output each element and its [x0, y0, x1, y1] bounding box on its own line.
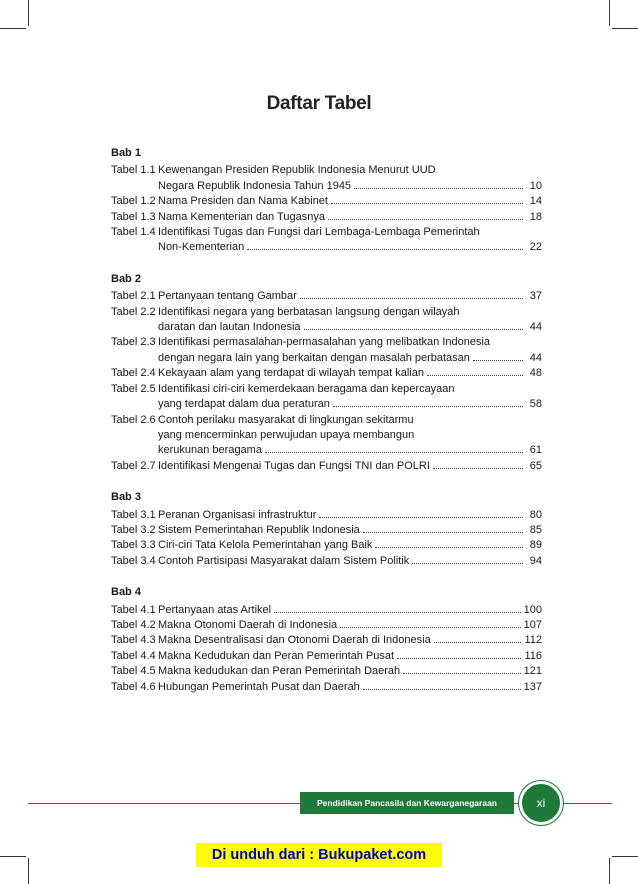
- toc-entry[interactable]: [111, 163, 542, 194]
- toc-entry[interactable]: [111, 459, 542, 474]
- leader-dots: [265, 443, 523, 453]
- table-number: Tabel 2.2: [111, 305, 156, 318]
- page-ref: 94: [529, 554, 542, 567]
- page-ref: 112: [524, 634, 542, 647]
- page-ref: 85: [529, 523, 542, 536]
- leader-dots: [331, 194, 523, 204]
- table-number: Tabel 3.4: [111, 554, 156, 567]
- leader-dots: [375, 538, 523, 548]
- toc-section: [111, 146, 542, 256]
- table-title: Makna kedudukan dan Peran Pemerintah Daerah: [158, 665, 401, 678]
- page-ref: 121: [523, 665, 542, 678]
- crop-mark: [609, 858, 610, 884]
- page-number: xi: [519, 781, 563, 825]
- leader-dots: [328, 210, 523, 220]
- leader-dots: [412, 554, 523, 564]
- leader-dots: [363, 523, 523, 533]
- page-ref: 14: [529, 195, 542, 208]
- toc-section: [111, 272, 542, 474]
- table-title: Ciri-ciri Tata Kelola Pemerintahan yang Baik: [158, 539, 373, 552]
- toc-entry[interactable]: [111, 225, 542, 256]
- table-title: Makna Otonomi Daerah di Indonesia: [158, 618, 338, 631]
- toc-entry[interactable]: [111, 508, 542, 523]
- page-ref: 89: [529, 539, 542, 552]
- leader-dots: [354, 179, 523, 189]
- leader-dots: [434, 633, 522, 643]
- page-ref: 18: [529, 210, 542, 223]
- toc-entry[interactable]: [111, 603, 542, 618]
- toc-entry[interactable]: [111, 289, 542, 304]
- crop-mark: [0, 856, 26, 857]
- section-heading: Bab 3: [111, 491, 141, 504]
- page-ref: 58: [529, 398, 542, 411]
- table-number: Tabel 2.3: [111, 336, 156, 349]
- page-ref: 37: [529, 290, 542, 303]
- section-heading: Bab 2: [111, 272, 141, 285]
- toc-entry[interactable]: [111, 618, 542, 633]
- table-title: Pertanyaan tentang Gambar: [158, 290, 297, 303]
- crop-mark: [28, 0, 29, 26]
- crop-mark: [612, 856, 638, 857]
- table-title: Non-Kementerian: [158, 241, 245, 254]
- toc-entry[interactable]: [111, 664, 542, 679]
- leader-dots: [433, 459, 523, 469]
- page-ref: 44: [529, 321, 542, 334]
- table-number: Tabel 2.4: [111, 367, 156, 380]
- leader-dots: [274, 603, 521, 613]
- table-of-contents: [111, 146, 542, 711]
- table-number: Tabel 4.3: [111, 634, 156, 647]
- table-title: Pertanyaan atas Artikel: [158, 603, 272, 616]
- toc-entry[interactable]: [111, 305, 542, 336]
- table-number: Tabel 4.1: [111, 603, 156, 616]
- toc-entry[interactable]: [111, 633, 542, 648]
- toc-entry[interactable]: [111, 194, 542, 209]
- crop-mark: [609, 0, 610, 26]
- crop-mark: [612, 28, 638, 29]
- leader-dots: [340, 618, 520, 628]
- leader-dots: [247, 240, 523, 250]
- leader-dots: [473, 351, 523, 361]
- table-title: Kekayaan alam yang terdapat di wilayah tempat kalian: [158, 367, 424, 380]
- table-title: Identifikasi negara yang berbatasan langsung dengan wilayah: [158, 305, 460, 318]
- table-title: Identifikasi ciri-ciri kemerdekaan beragama dan kepercayaan: [158, 382, 455, 395]
- toc-entry[interactable]: [111, 366, 542, 381]
- page-ref: 100: [523, 603, 542, 616]
- table-title: Contoh Partisipasi Masyarakat dalam Sistem Politik: [158, 554, 410, 567]
- page-title: Daftar Tabel: [266, 93, 372, 114]
- leader-dots: [397, 649, 521, 659]
- toc-entry[interactable]: [111, 335, 542, 366]
- table-title: yang mencerminkan perwujudan upaya membangun: [158, 428, 415, 441]
- table-number: Tabel 3.3: [111, 539, 156, 552]
- table-number: Tabel 2.5: [111, 382, 156, 395]
- section-heading: Bab 4: [111, 586, 141, 599]
- toc-entry[interactable]: [111, 413, 542, 459]
- leader-dots: [304, 320, 523, 330]
- table-title: Makna Desentralisasi dan Otonomi Daerah di Indonesia: [158, 634, 431, 647]
- page-ref: 10: [529, 179, 542, 192]
- page-ref: 48: [529, 367, 542, 380]
- page-ref: 80: [529, 508, 542, 521]
- page-ref: 116: [524, 649, 542, 662]
- table-number: Tabel 1.4: [111, 226, 156, 239]
- toc-section: [111, 490, 542, 569]
- download-banner[interactable]: Di unduh dari : Bukupaket.com: [196, 843, 442, 867]
- leader-dots: [427, 366, 523, 376]
- table-number: Tabel 1.3: [111, 210, 156, 223]
- page-ref: 137: [523, 680, 542, 693]
- table-title: Sistem Pemerintahan Republik Indonesia: [158, 523, 360, 536]
- table-number: Tabel 3.1: [111, 508, 156, 521]
- table-title: Identifikasi Mengenai Tugas dan Fungsi TNI dan POLRI: [158, 459, 430, 472]
- toc-entry[interactable]: [111, 382, 542, 413]
- table-title: Nama Kementerian dan Tugasnya: [158, 210, 325, 223]
- table-title: dengan negara lain yang berkaitan dengan masalah perbatasan: [158, 351, 470, 364]
- page-ref: 65: [529, 459, 542, 472]
- page-ref: 22: [529, 241, 542, 254]
- table-title: Kewenangan Presiden Republik Indonesia Menurut UUD: [158, 164, 436, 177]
- table-title: Identifikasi permasalahan-permasalahan yang melibatkan Indonesia: [158, 336, 491, 349]
- toc-entry[interactable]: [111, 680, 542, 695]
- table-title: Nama Presiden dan Nama Kabinet: [158, 195, 328, 208]
- toc-entry[interactable]: [111, 554, 542, 569]
- page-ref: 61: [529, 444, 542, 457]
- page-ref: 44: [529, 351, 542, 364]
- table-title: Peranan Organisasi infrastruktur: [158, 508, 317, 521]
- crop-mark: [28, 858, 29, 884]
- leader-dots: [300, 289, 523, 299]
- leader-dots: [319, 508, 523, 518]
- leader-dots: [333, 397, 523, 407]
- table-title: Negara Republik Indonesia Tahun 1945: [158, 179, 352, 192]
- toc-entry[interactable]: [111, 210, 542, 225]
- toc-entry[interactable]: [111, 538, 542, 553]
- table-title: daratan dan lautan Indonesia: [158, 321, 301, 334]
- leader-dots: [363, 680, 521, 690]
- toc-entry[interactable]: [111, 523, 542, 538]
- table-title: yang terdapat dalam dua peraturan: [158, 398, 330, 411]
- table-title: kerukunan beragama: [158, 444, 262, 457]
- table-number: Tabel 4.4: [111, 649, 156, 662]
- crop-mark: [0, 28, 26, 29]
- table-number: Tabel 2.7: [111, 459, 156, 472]
- leader-dots: [403, 664, 520, 674]
- table-number: Tabel 2.1: [111, 290, 156, 303]
- toc-section: [111, 585, 542, 695]
- section-heading: Bab 1: [111, 147, 141, 159]
- table-number: Tabel 2.6: [111, 413, 156, 426]
- table-title: Makna Kedudukan dan Peran Pemerintah Pusat: [158, 649, 395, 662]
- table-title: Hubungan Pemerintah Pusat dan Daerah: [158, 680, 360, 693]
- table-number: Tabel 4.6: [111, 680, 156, 693]
- footer-book-title: Pendidikan Pancasila dan Kewarganegaraan: [300, 792, 514, 814]
- table-number: Tabel 4.2: [111, 618, 156, 631]
- table-number: Tabel 1.1: [111, 164, 156, 177]
- table-number: Tabel 1.2: [111, 195, 156, 208]
- table-title: Contoh perilaku masyarakat di lingkungan sekitarmu: [158, 413, 414, 426]
- table-number: Tabel 3.2: [111, 523, 156, 536]
- table-number: Tabel 4.5: [111, 665, 156, 678]
- table-title: Identifikasi Tugas dan Fungsi dari Lembaga-Lembaga Pemerintah: [158, 226, 480, 239]
- toc-entry[interactable]: [111, 649, 542, 664]
- page-ref: 107: [523, 618, 542, 631]
